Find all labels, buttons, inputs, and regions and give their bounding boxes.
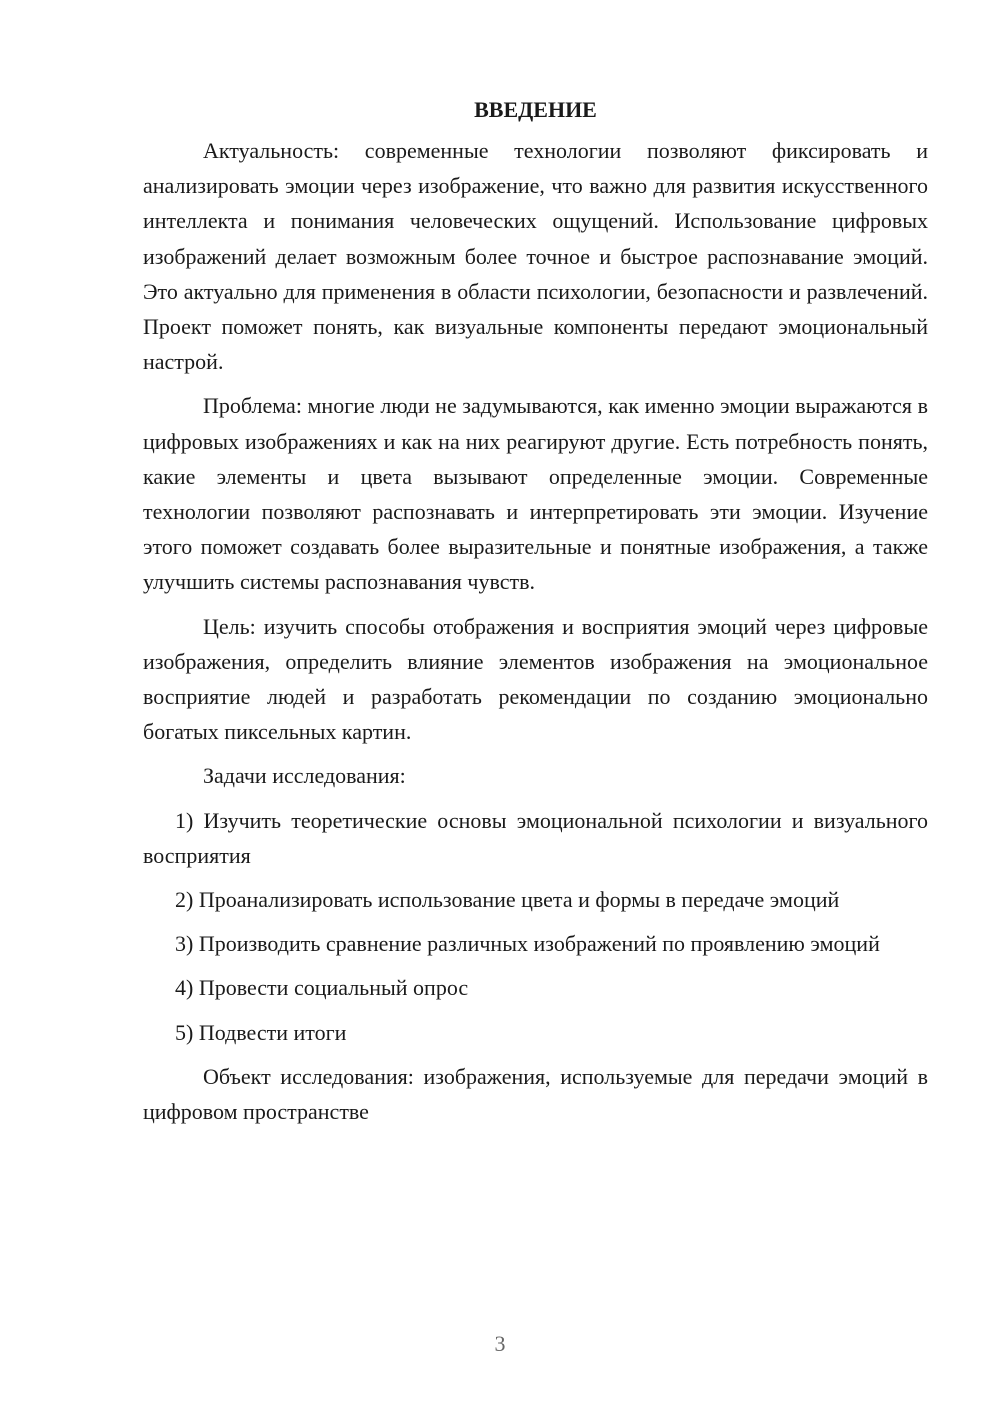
paragraph-goal: Цель: изучить способы отображения и восприятия эмоций через цифровые изображения, определить влияние элементов изображения на эмоциональное восприятие людей и разработать рекомендации по созданию эмоционально богатых пиксельных картин. — [143, 613, 928, 745]
task-item-5: 5) Подвести итоги — [175, 1019, 347, 1045]
task-item-4: 4) Провести социальный опрос — [175, 975, 469, 1001]
tasks-heading: Задачи исследования: — [203, 763, 406, 789]
task-item-3: 3) Производить сравнение различных изображений по проявлению эмоций — [175, 931, 880, 957]
task-item-2: 2) Проанализировать использование цвета и формы в передаче эмоций — [175, 887, 840, 913]
page-title: ВВЕДЕНИЕ — [474, 97, 597, 122]
paragraph-object: Объект исследования: изображения, используемые для передачи эмоций в цифровом пространстве — [143, 1063, 928, 1125]
task-item-1: 1) Изучить теоретические основы эмоциональной психологии и визуального восприятия — [143, 807, 928, 868]
document-page — [143, 92, 928, 1138]
paragraph-relevance: Актуальность: современные технологии позволяют фиксировать и анализировать эмоции через изображение, что важно для развития искусственного интеллекта и понимания человеческих ощущений. Использование цифровых изображений делает возможным более точное и быстрое распознавание эмоций. Это актуально для применения в области психологии, безопасности и развлечений. Проект поможет понять, как визуальные компоненты передают эмоциональный настрой. — [143, 138, 928, 375]
paragraph-problem: Проблема: многие люди не задумываются, как именно эмоции выражаются в цифровых изображениях и как на них реагируют другие. Есть потребность понять, какие элементы и цвета вызывают определенные эмоции. Современные технологии позволяют распознавать и интерпретировать эти эмоции. Изучение этого поможет создавать более выразительные и понятные изображения, а также улучшить системы распознавания чувств. — [143, 393, 928, 595]
page-number: 3 — [494, 1331, 506, 1356]
